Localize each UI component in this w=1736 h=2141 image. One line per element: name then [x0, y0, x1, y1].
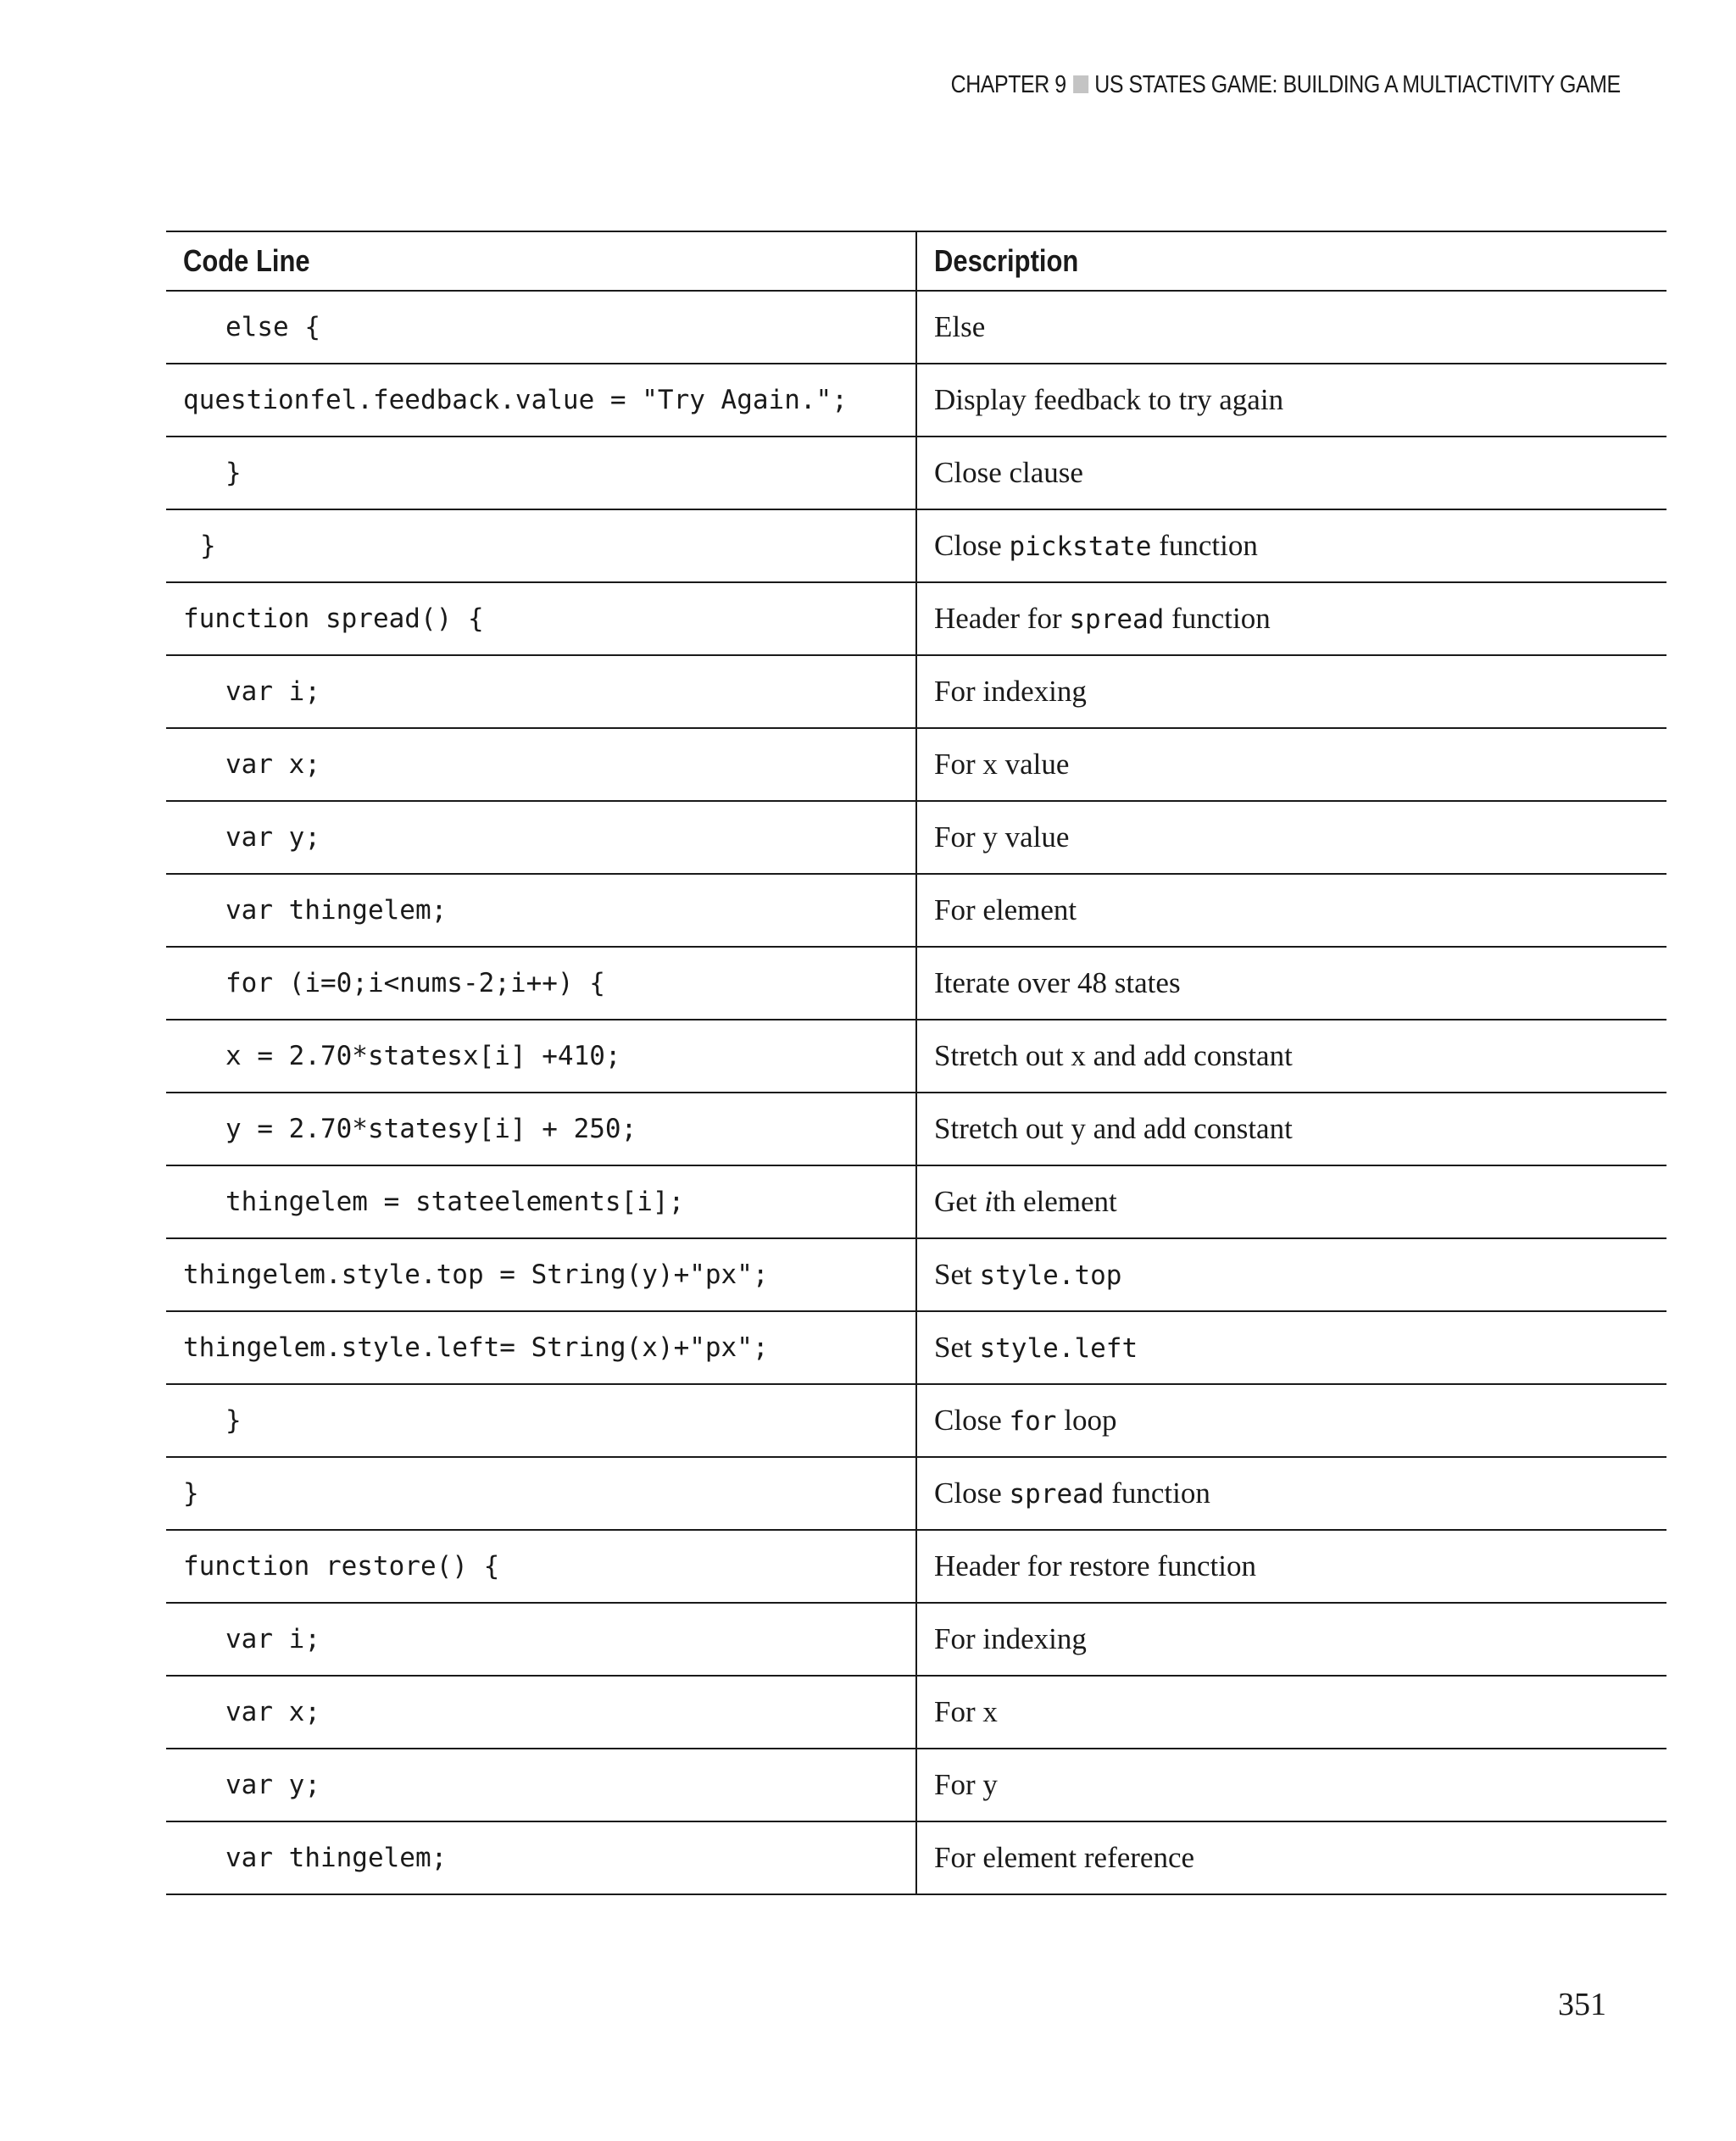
table-row: [166, 874, 1666, 947]
table-row: [166, 728, 1666, 801]
description-cell: Header for restore function: [916, 1530, 1666, 1603]
table-row: [166, 1020, 1666, 1093]
description-cell: Header for spread function: [916, 582, 1666, 655]
inline-code: pickstate: [1009, 531, 1152, 562]
page-number: 351: [1558, 1987, 1606, 2022]
inline-code: spread: [1009, 1479, 1104, 1510]
code-cell: }: [166, 437, 916, 509]
description-cell: Close spread function: [916, 1457, 1666, 1530]
description-cell: For element: [916, 874, 1666, 947]
table-row: [166, 1457, 1666, 1530]
code-cell: var x;: [166, 1676, 916, 1749]
code-cell: }: [166, 509, 916, 582]
description-cell: Display feedback to try again: [916, 364, 1666, 437]
table-row: [166, 582, 1666, 655]
table-row: [166, 1165, 1666, 1238]
table-row: [166, 291, 1666, 364]
table-row: [166, 1676, 1666, 1749]
table-row: [166, 437, 1666, 509]
description-cell: Stretch out y and add constant: [916, 1093, 1666, 1165]
table-row: [166, 509, 1666, 582]
chapter-label: CHAPTER 9: [950, 71, 1067, 98]
description-cell: Stretch out x and add constant: [916, 1020, 1666, 1093]
table-row: [166, 1603, 1666, 1676]
inline-code: for: [1009, 1406, 1057, 1437]
description-cell: For y value: [916, 801, 1666, 874]
code-cell: var i;: [166, 655, 916, 728]
description-cell: For x value: [916, 728, 1666, 801]
running-head: [951, 71, 1621, 99]
code-cell: thingelem.style.left= String(x)+"px";: [166, 1311, 916, 1384]
table-row: [166, 1311, 1666, 1384]
code-table: [166, 231, 1666, 1895]
table-row: [166, 1238, 1666, 1311]
description-cell: For x: [916, 1676, 1666, 1749]
code-cell: else {: [166, 291, 916, 364]
code-cell: function restore() {: [166, 1530, 916, 1603]
description-cell: Close for loop: [916, 1384, 1666, 1457]
code-cell: }: [166, 1384, 916, 1457]
code-cell: var thingelem;: [166, 874, 916, 947]
inline-code: style.top: [979, 1260, 1122, 1291]
code-cell: x = 2.70*statesx[i] +410;: [166, 1020, 916, 1093]
table-row: [166, 1749, 1666, 1821]
table-row: [166, 947, 1666, 1020]
description-cell: Close pickstate function: [916, 509, 1666, 582]
table-row: [166, 1093, 1666, 1165]
code-cell: var x;: [166, 728, 916, 801]
code-cell: thingelem.style.top = String(y)+"px";: [166, 1238, 916, 1311]
table-row: [166, 364, 1666, 437]
description-cell: Close clause: [916, 437, 1666, 509]
italic-term: i: [984, 1185, 993, 1218]
code-cell: }: [166, 1457, 916, 1530]
code-cell: var thingelem;: [166, 1821, 916, 1894]
code-cell: y = 2.70*statesy[i] + 250;: [166, 1093, 916, 1165]
description-cell: Get ith element: [916, 1165, 1666, 1238]
column-header-description: Description: [916, 231, 1666, 291]
table-row: [166, 1384, 1666, 1457]
description-cell: For element reference: [916, 1821, 1666, 1894]
separator-square-icon: [1074, 75, 1089, 93]
code-cell: var y;: [166, 1749, 916, 1821]
table-row: [166, 1530, 1666, 1603]
chapter-title: US STATES GAME: BUILDING A MULTIACTIVITY GAME: [1094, 71, 1621, 98]
description-cell: Else: [916, 291, 1666, 364]
code-cell: questionfel.feedback.value = "Try Again.";: [166, 364, 916, 437]
column-header-code-line: Code Line: [166, 231, 916, 291]
description-cell: For indexing: [916, 1603, 1666, 1676]
inline-code: style.left: [979, 1333, 1138, 1364]
description-cell: Set style.top: [916, 1238, 1666, 1311]
code-cell: thingelem = stateelements[i];: [166, 1165, 916, 1238]
code-cell: var i;: [166, 1603, 916, 1676]
description-cell: Iterate over 48 states: [916, 947, 1666, 1020]
table-row: [166, 1821, 1666, 1894]
table-row: [166, 655, 1666, 728]
code-cell: function spread() {: [166, 582, 916, 655]
table-row: [166, 801, 1666, 874]
description-cell: For indexing: [916, 655, 1666, 728]
code-cell: var y;: [166, 801, 916, 874]
inline-code: spread: [1069, 604, 1165, 635]
code-cell: for (i=0;i<nums-2;i++) {: [166, 947, 916, 1020]
description-cell: For y: [916, 1749, 1666, 1821]
table-header-row: [166, 231, 1666, 291]
description-cell: Set style.left: [916, 1311, 1666, 1384]
